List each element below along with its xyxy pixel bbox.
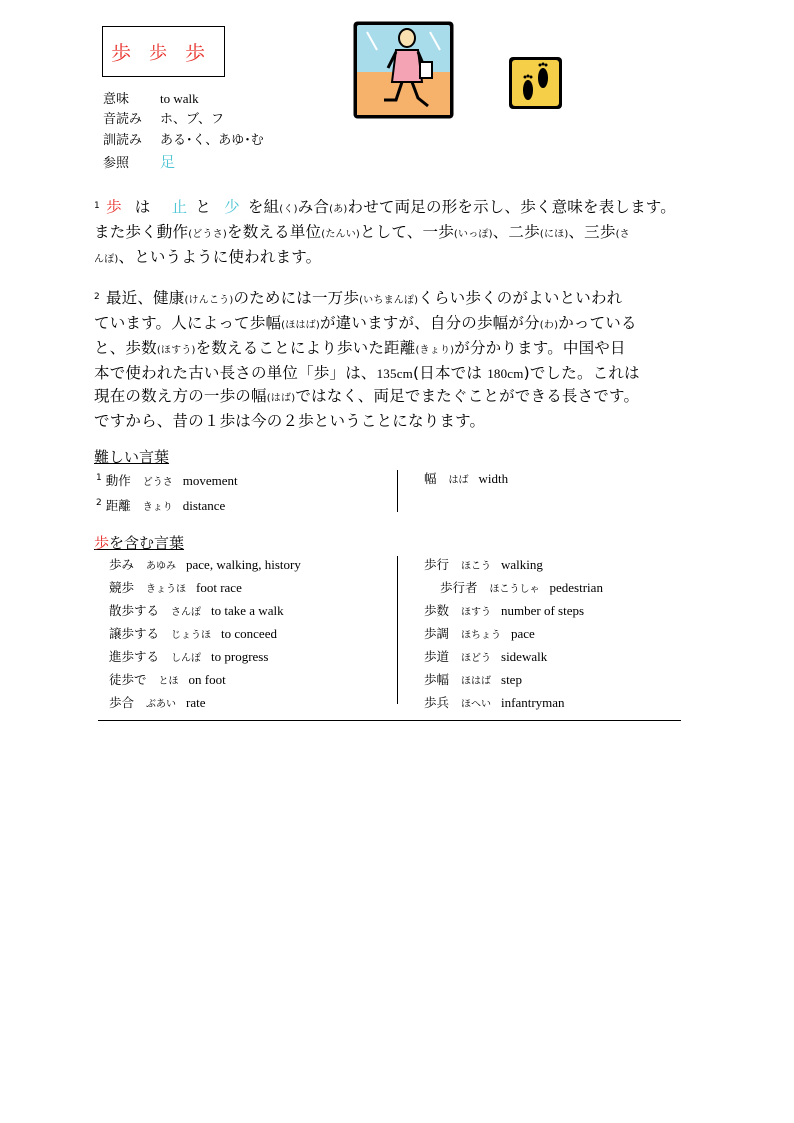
- text: 現在の数え方の一歩の幅: [94, 387, 267, 405]
- containing-words-right: [424, 554, 603, 715]
- vocab-english: to conceed: [221, 626, 277, 641]
- vocab-english: walking: [501, 557, 543, 572]
- vocab-word: 歩行: [424, 557, 450, 572]
- vocab-english: distance: [182, 498, 226, 514]
- vocab-english: movement: [182, 473, 238, 489]
- vocab-word: 譲歩する: [109, 626, 160, 641]
- kanji-title-char: 歩: [149, 42, 167, 64]
- info-onyomi: [103, 111, 224, 129]
- ruby: (けんこう): [184, 295, 234, 306]
- text: ています。人によって歩幅: [94, 314, 282, 332]
- text: は: [134, 198, 151, 216]
- info-value: 足: [160, 153, 176, 171]
- text: と: [195, 198, 212, 216]
- vocab-reading: とほ: [158, 676, 179, 687]
- ruby: (きょり): [415, 345, 455, 356]
- footnote-number: 1: [96, 473, 102, 483]
- kanji-title-box: [102, 26, 225, 77]
- vocab-word: 徒歩で: [109, 672, 147, 687]
- column-divider: [397, 556, 398, 704]
- text: 、というように使われます。: [118, 248, 322, 266]
- bottom-divider: [98, 720, 681, 721]
- vocab-item: [424, 646, 603, 669]
- vocab-word: 歩行者: [440, 580, 478, 595]
- vocab-item: [96, 468, 238, 493]
- ruby: (いちまんぽ): [359, 295, 419, 306]
- ruby: (はば): [266, 393, 296, 404]
- ruby: んぽ): [94, 254, 119, 265]
- vocab-english: sidewalk: [501, 649, 548, 664]
- text: ですから、昔の１歩は今の２歩ということになります。: [94, 412, 486, 430]
- kanji-title-char: 歩: [111, 41, 131, 65]
- vocab-reading: ほこう: [461, 561, 492, 572]
- difficult-words-left: [96, 468, 238, 518]
- info-key: 訓読み: [103, 133, 143, 148]
- vocab-word: 距離: [105, 498, 131, 514]
- vocab-reading: しんぽ: [171, 653, 202, 664]
- vocab-reading: きょり: [142, 502, 173, 514]
- vocab-reading: ほすう: [461, 607, 492, 618]
- footnote-number: 1: [94, 201, 100, 211]
- info-key: 意味: [103, 92, 130, 107]
- vocab-english: to progress: [211, 649, 269, 664]
- vocab-item: [109, 646, 301, 669]
- text: かっている: [558, 314, 637, 332]
- info-meaning: [103, 90, 199, 109]
- vocab-english: to take a walk: [211, 603, 284, 618]
- text: と、歩数: [94, 339, 157, 357]
- ruby: (たんい): [321, 229, 361, 240]
- vocab-reading: ほどう: [461, 653, 492, 664]
- kanji-walk: 歩: [105, 198, 122, 216]
- vocab-word: 歩み: [109, 557, 135, 572]
- vocab-english: on foot: [188, 672, 226, 687]
- text: が分かります。中国や日: [454, 339, 626, 357]
- vocab-item: [109, 577, 301, 600]
- vocab-english: rate: [186, 695, 206, 710]
- vocab-item: [424, 600, 603, 623]
- text: 180cm: [487, 366, 524, 381]
- difficult-words-heading: 難しい言葉: [94, 448, 170, 466]
- vocab-english: pace: [511, 626, 535, 641]
- vocab-word: 動作: [105, 473, 131, 489]
- text: ではなく、両足でまたぐことができる長さです。: [295, 387, 640, 405]
- vocab-item: [109, 623, 301, 646]
- ruby: (いっぽ): [453, 229, 493, 240]
- vocab-reading: どうさ: [142, 477, 173, 489]
- vocab-word: 歩合: [109, 695, 135, 710]
- text: のためには一万歩: [233, 289, 360, 307]
- vocab-word: 散歩する: [109, 603, 160, 618]
- text: を数えることにより歩いた距離: [195, 339, 416, 357]
- footnote-number: 2: [94, 292, 100, 302]
- containing-words-heading: [94, 532, 184, 553]
- info-kunyomi: [103, 132, 264, 150]
- ruby: (く): [279, 204, 298, 215]
- vocab-item: [424, 468, 508, 491]
- vocab-item: [424, 669, 603, 692]
- ruby: (どうさ): [188, 229, 228, 240]
- vocab-item: [96, 493, 238, 518]
- containing-words-left: [109, 554, 301, 715]
- vocab-reading: じょうほ: [171, 630, 212, 641]
- column-divider: [397, 470, 398, 512]
- text: を数える単位: [227, 223, 322, 241]
- ruby: (にほ): [539, 229, 569, 240]
- vocab-word: 進歩する: [109, 649, 160, 664]
- difficult-words-right: [424, 468, 508, 491]
- vocab-reading: ほこうしゃ: [489, 584, 540, 595]
- vocab-item: [109, 692, 301, 715]
- text: み合: [297, 198, 330, 216]
- ruby: (あ): [329, 204, 348, 215]
- vocab-item: [109, 554, 301, 577]
- vocab-item: [424, 554, 603, 577]
- vocab-english: number of steps: [501, 603, 585, 618]
- vocab-word: 歩数: [424, 603, 450, 618]
- vocab-item: [424, 623, 603, 646]
- info-value: ある･く、あゆ･む: [160, 133, 264, 148]
- vocab-word: 競歩: [109, 580, 135, 595]
- text: (日本では: [413, 364, 483, 382]
- vocab-reading: さんぽ: [171, 607, 202, 618]
- vocab-word: 歩兵: [424, 695, 450, 710]
- info-reference: [103, 153, 175, 173]
- text: 、三歩: [568, 223, 616, 241]
- text: 本で使われた古い長さの単位「歩」は、: [94, 364, 377, 382]
- kanji-title-char: 歩: [185, 41, 205, 65]
- vocab-english: pace, walking, history: [186, 557, 301, 572]
- vocab-reading: ぶあい: [146, 699, 177, 710]
- ruby: (ほすう): [156, 345, 196, 356]
- vocab-reading: ほちょう: [461, 630, 502, 641]
- text: を組: [247, 198, 280, 216]
- vocab-word: 歩幅: [424, 672, 450, 687]
- text: また歩く動作: [94, 223, 189, 241]
- vocab-english: width: [478, 471, 509, 486]
- text: として、一歩: [360, 223, 454, 241]
- info-value: to walk: [160, 91, 199, 106]
- info-key: 音読み: [103, 112, 143, 127]
- text: わせて両足の形を示し、歩く意味を表します。: [347, 198, 676, 216]
- vocab-english: infantryman: [501, 695, 565, 710]
- vocab-item: [109, 600, 301, 623]
- footprints-icon: [508, 56, 563, 110]
- explanation-paragraph-1: [94, 196, 704, 271]
- heading-kanji: 歩: [94, 534, 110, 552]
- info-key: 参照: [103, 156, 130, 171]
- vocab-word: 歩道: [424, 649, 450, 664]
- text: 最近、健康: [105, 289, 185, 307]
- kanji-few: 少: [224, 198, 240, 216]
- kanji-stop: 止: [171, 198, 188, 216]
- ruby: (ほはば): [281, 320, 320, 331]
- ruby: (さ: [615, 229, 630, 240]
- vocab-item: [109, 669, 301, 692]
- vocab-reading: ほへい: [461, 699, 492, 710]
- vocab-english: pedestrian: [549, 580, 603, 595]
- vocab-word: 歩調: [424, 626, 450, 641]
- text: 135cm: [376, 366, 413, 381]
- explanation-paragraph-2: [94, 287, 704, 433]
- info-value: ホ、ブ、フ: [160, 112, 224, 127]
- vocab-english: step: [501, 672, 522, 687]
- vocab-item: [424, 577, 603, 600]
- heading-text: を含む言葉: [109, 534, 185, 552]
- vocab-item: [424, 692, 603, 715]
- text: が違いますが、自分の歩幅が分: [319, 314, 540, 332]
- walking-person-illustration: [352, 20, 455, 120]
- footnote-number: 2: [96, 498, 102, 509]
- vocab-reading: あゆみ: [146, 561, 177, 572]
- vocab-reading: はば: [448, 475, 469, 486]
- ruby: (わ): [539, 320, 559, 331]
- text: くらい歩くのがよいといわれ: [418, 289, 623, 307]
- text: )でした。これは: [523, 364, 640, 382]
- vocab-word: 幅: [424, 471, 437, 486]
- vocab-english: foot race: [196, 580, 242, 595]
- vocab-reading: きょうほ: [146, 584, 187, 595]
- vocab-reading: ほはば: [461, 676, 492, 687]
- text: 、二歩: [492, 223, 540, 241]
